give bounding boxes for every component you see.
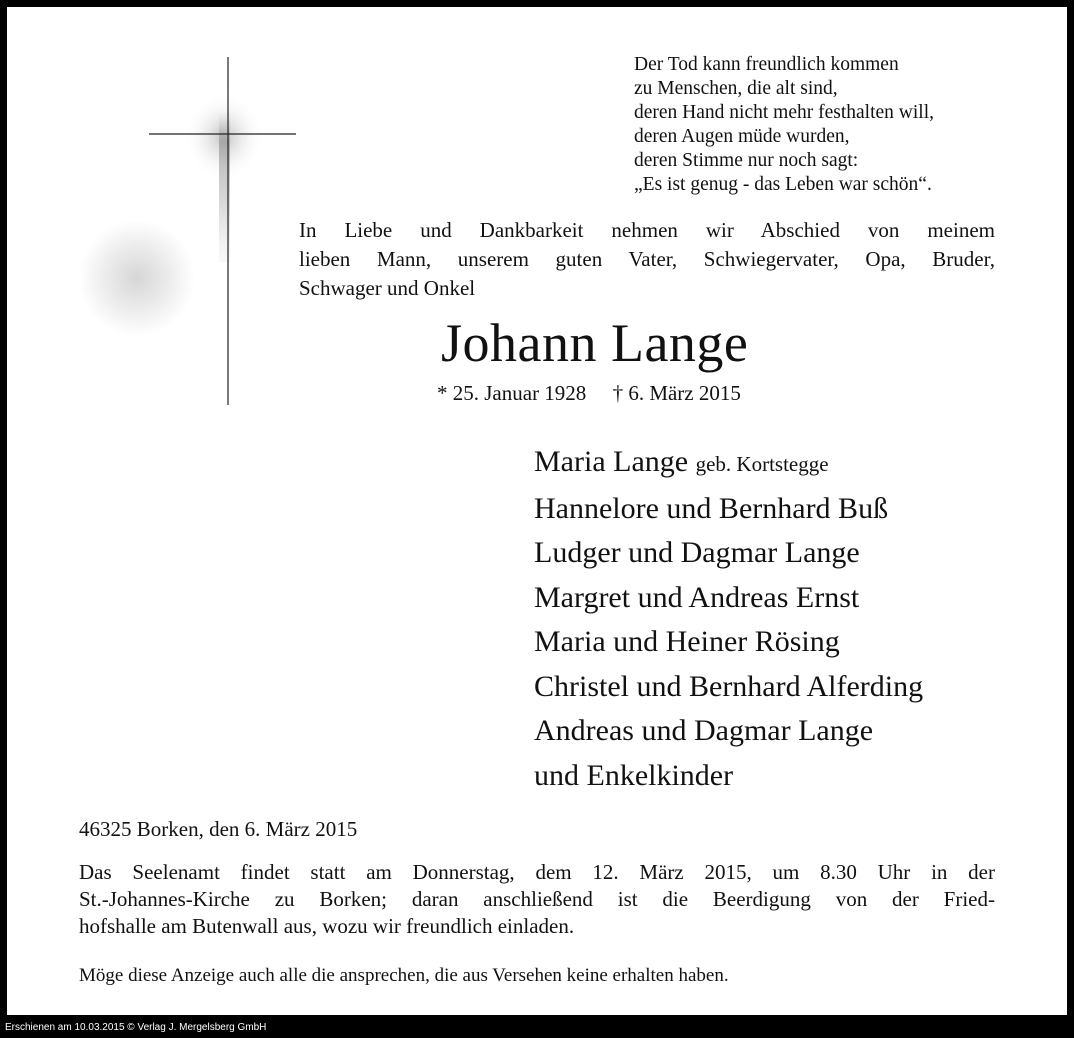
mourner: Margret und Andreas Ernst: [534, 580, 860, 614]
mourner: Hannelore und Bernhard Buß: [534, 491, 889, 525]
poem-line: zu Menschen, die alt sind,: [634, 78, 838, 99]
poem: [634, 53, 934, 197]
farewell-line: lieben Mann, unserem guten Vater, Schwiegervater, Opa, Bruder,: [299, 247, 995, 271]
poem-line: „Es ist genug - das Leben war schön“.: [634, 174, 932, 195]
life-dates: [437, 379, 741, 407]
service-line: St.-Johannes-Kirche zu Borken; daran anschließend ist die Beerdigung von der Fried-: [79, 887, 995, 911]
mourner: Christel und Bernhard Alferding: [534, 669, 924, 703]
cross-icon: [77, 57, 307, 417]
farewell-text: [299, 216, 995, 303]
poem-line: deren Stimme nur noch sagt:: [634, 150, 859, 171]
poem-line: Der Tod kann freundlich kommen: [634, 54, 899, 75]
mourner: Maria und Heiner Rösing: [534, 625, 840, 658]
mourner: Ludger und Dagmar Lange: [534, 536, 860, 569]
farewell-line: In Liebe und Dankbarkeit nehmen wir Abschied von meinem: [299, 218, 995, 242]
mourner: und Enkelkinder: [534, 758, 734, 792]
service-line: hofshalle am Butenwall aus, wozu wir freundlich einladen.: [79, 914, 575, 938]
mourner: Andreas und Dagmar Lange: [534, 714, 874, 747]
birth-date: * 25. Januar 1928: [437, 381, 587, 405]
farewell-line: Schwager und Onkel: [299, 276, 476, 300]
poem-line: deren Hand nicht mehr festhalten will,: [634, 102, 934, 123]
place-date: 46325 Borken, den 6. März 2015: [79, 817, 358, 841]
maiden-name: geb. Kortstegge: [695, 452, 829, 476]
closing-note: Möge diese Anzeige auch alle die ansprechen, die aus Versehen keine erhalten haben.: [79, 965, 729, 986]
service-info: [79, 859, 995, 940]
death-date: † 6. März 2015: [612, 381, 741, 405]
poem-line: deren Augen müde wurden,: [634, 126, 850, 147]
deceased-name: Johann Lange: [441, 313, 749, 373]
service-line: Das Seelenamt findet statt am Donnerstag, dem 12. März 2015, um 8.30 Uhr in der: [79, 860, 995, 884]
mourner: [534, 440, 923, 487]
publication-credit: Erschienen am 10.03.2015 © Verlag J. Mergelsberg GmbH: [5, 1022, 267, 1033]
mourners-list: [534, 440, 923, 798]
mourner-name: Maria Lange: [534, 445, 689, 478]
obituary-sheet: [7, 7, 1067, 1015]
